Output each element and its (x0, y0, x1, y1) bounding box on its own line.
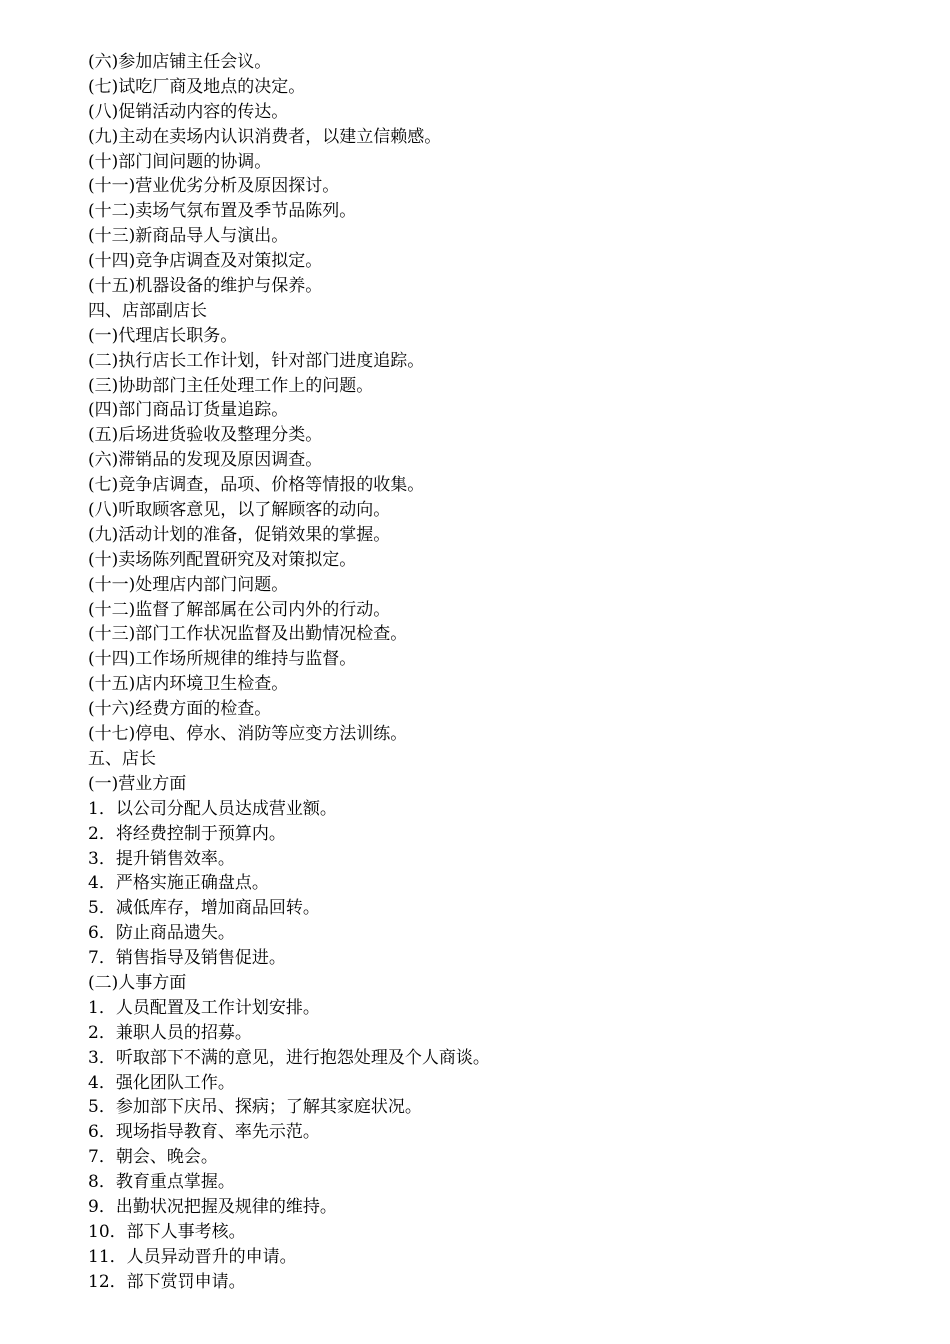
text-line: (六)滞销品的发现及原因调查。 (88, 450, 323, 471)
text-line: (三)协助部门主任处理工作上的问题。 (88, 375, 374, 396)
text-line: (十二)卖场气氛布置及季节品陈列。 (88, 201, 357, 222)
text-line: (九)活动计划的准备，促销效果的掌握。 (88, 524, 391, 545)
text-line: 2．兼职人员的招募。 (88, 1022, 252, 1043)
text-line: (十五)机器设备的维护与保养。 (88, 276, 323, 297)
text-line: (十四)工作场所规律的维持与监督。 (88, 649, 357, 670)
text-line: (六)参加店铺主任会议。 (88, 52, 272, 72)
text-line: 7．朝会、晚会。 (88, 1147, 218, 1168)
text-line: (二)人事方面 (88, 972, 187, 993)
text-line: (十二)监督了解部属在公司内外的行动。 (88, 599, 391, 620)
text-line: 3．提升销售效率。 (88, 848, 235, 869)
text-line: (十一)处理店内部门问题。 (88, 574, 289, 595)
text-line: (九)主动在卖场内认识消费者，以建立信赖感。 (88, 126, 442, 147)
document-page (88, 50, 928, 1295)
text-line: (一)代理店长职务。 (88, 325, 238, 346)
text-line: 四、店部副店长 (88, 300, 207, 321)
text-line: 3．听取部下不满的意见，进行抱怨处理及个人商谈。 (88, 1047, 490, 1068)
text-line: 2．将经费控制于预算内。 (88, 823, 286, 844)
text-line: (七)试吃厂商及地点的决定。 (88, 76, 306, 97)
text-line: (八)听取顾客意见，以了解顾客的动向。 (88, 500, 391, 521)
text-line: 7．销售指导及销售促进。 (88, 948, 286, 969)
text-line: 8．教育重点掌握。 (88, 1172, 235, 1193)
text-line: 9．出勤状况把握及规律的维持。 (88, 1196, 337, 1217)
text-line: (十一)营业优劣分析及原因探讨。 (88, 176, 340, 197)
text-line: 12．部下赏罚申请。 (88, 1271, 246, 1292)
text-line: (五)后场进货验收及整理分类。 (88, 425, 323, 446)
text-line: 4．严格实施正确盘点。 (88, 873, 269, 894)
text-line: (四)部门商品订货量追踪。 (88, 400, 289, 421)
text-line: 1．以公司分配人员达成营业额。 (88, 798, 337, 819)
text-line: (二)执行店长工作计划，针对部门进度追踪。 (88, 350, 425, 371)
text-line: (十三)部门工作状况监督及出勤情况检查。 (88, 624, 408, 645)
text-line: (十六)经费方面的检查。 (88, 699, 272, 720)
text-line: (十四)竞争店调查及对策拟定。 (88, 251, 323, 272)
text-line: 1．人员配置及工作计划安排。 (88, 997, 320, 1018)
text-line: (十七)停电、停水、消防等应变方法训练。 (88, 724, 408, 745)
text-line: (八)促销活动内容的传达。 (88, 101, 289, 122)
text-line: (一)营业方面 (88, 773, 187, 794)
text-line: (十三)新商品导人与演出。 (88, 226, 289, 247)
text-line: 10．部下人事考核。 (88, 1221, 246, 1242)
text-line: 五、店长 (88, 748, 156, 769)
text-line: 4．强化团队工作。 (88, 1072, 235, 1093)
text-line: (十)卖场陈列配置研究及对策拟定。 (88, 549, 357, 570)
text-line: 5．减低库存，增加商品回转。 (88, 898, 320, 919)
text-line: (十)部门间问题的协调。 (88, 151, 272, 172)
text-line: 6．防止商品遗失。 (88, 923, 235, 944)
text-line: (七)竞争店调查，品项、价格等情报的收集。 (88, 475, 425, 496)
text-line: 6．现场指导教育、率先示范。 (88, 1122, 320, 1143)
text-line: 5．参加部下庆吊、探病；了解其家庭状况。 (88, 1097, 422, 1118)
text-line: (十五)店内环境卫生检查。 (88, 674, 289, 695)
text-line: 11．人员异动晋升的申请。 (88, 1246, 297, 1267)
